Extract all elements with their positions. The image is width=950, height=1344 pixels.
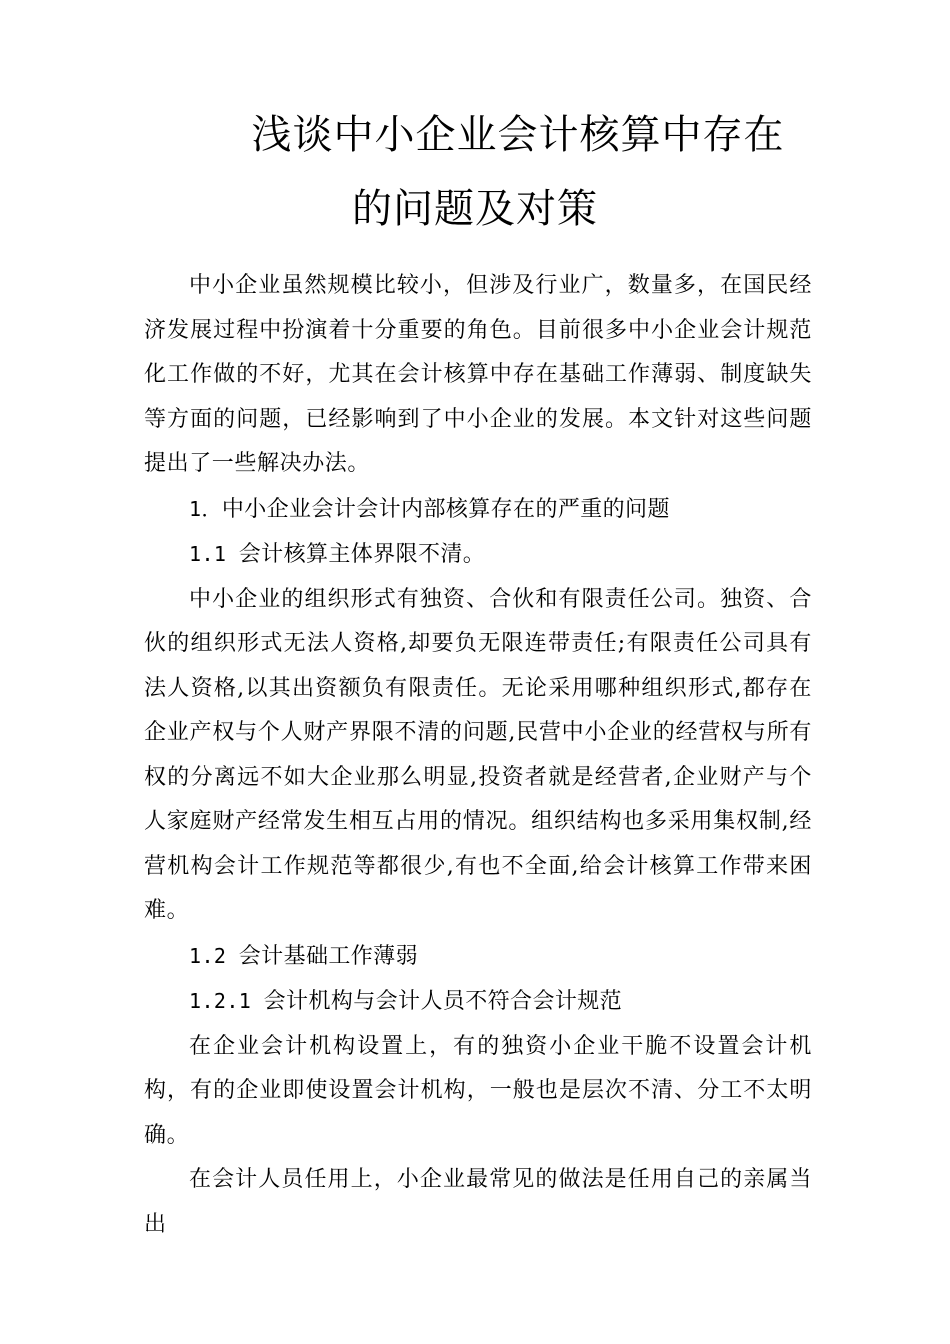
section-number: 1.2 — [189, 943, 239, 968]
section-number: 1.2.1 — [189, 989, 264, 1013]
body-paragraph: 中小企业的组织形式有独资、合伙和有限责任公司。独资、合伙的组织形式无法人资格,却要负无限连带责任;有限责任公司具有法人资格,以其出资额负有限责任。无论采用哪种组织形式,都存在企业产权与个人财产界限不清的问题,民营中小企业的经营权与所有权的分离远不如大企业那么明显,投资者就是经营者,企业财产与个人家庭财产经常发生相互占用的情况。组织结构也多采用集权制,经营机构会计工作规范等都很少,有也不全面,给会计核算工作带来困难。 — [144, 586, 812, 923]
body-paragraph: 在会计人员任用上，小企业最常见的做法是任用自己的亲属当出 — [144, 1167, 812, 1237]
section-heading-text: 中小企业会计会计内部核算存在的严重的问题 — [221, 496, 670, 522]
intro-paragraph: 中小企业虽然规模比较小，但涉及行业广，数量多，在国民经济发展过程中扮演着十分重要的角色。目前很多中小企业会计规范化工作做的不好，尤其在会计核算中存在基础工作薄弱、制度缺失等方面的问题，已经影响到了中小企业的发展。本文针对这些问题提出了一些解决办法。 — [144, 273, 812, 476]
document-body — [144, 264, 812, 1247]
section-number: 1． — [189, 496, 222, 521]
section-heading-1-2 — [144, 934, 812, 980]
document-title-line-1: 浅谈中小企业会计核算中存在 — [251, 112, 785, 158]
section-heading-1-1 — [144, 532, 812, 578]
section-heading-text: 会计基础工作薄弱 — [238, 943, 418, 969]
document-title-line-2: 的问题及对策 — [352, 186, 598, 232]
section-number: 1.1 — [189, 542, 239, 566]
section-heading-text: 会计核算主体界限不清。 — [238, 542, 486, 567]
body-paragraph: 在企业会计机构设置上，有的独资小企业干脆不设置会计机构，有的企业即使设置会计机构，一般也是层次不清、分工不太明确。 — [144, 1033, 812, 1148]
section-heading-1 — [144, 487, 812, 533]
section-heading-text: 会计机构与会计人员不符合会计规范 — [263, 989, 623, 1014]
section-heading-1-2-1 — [144, 979, 812, 1025]
